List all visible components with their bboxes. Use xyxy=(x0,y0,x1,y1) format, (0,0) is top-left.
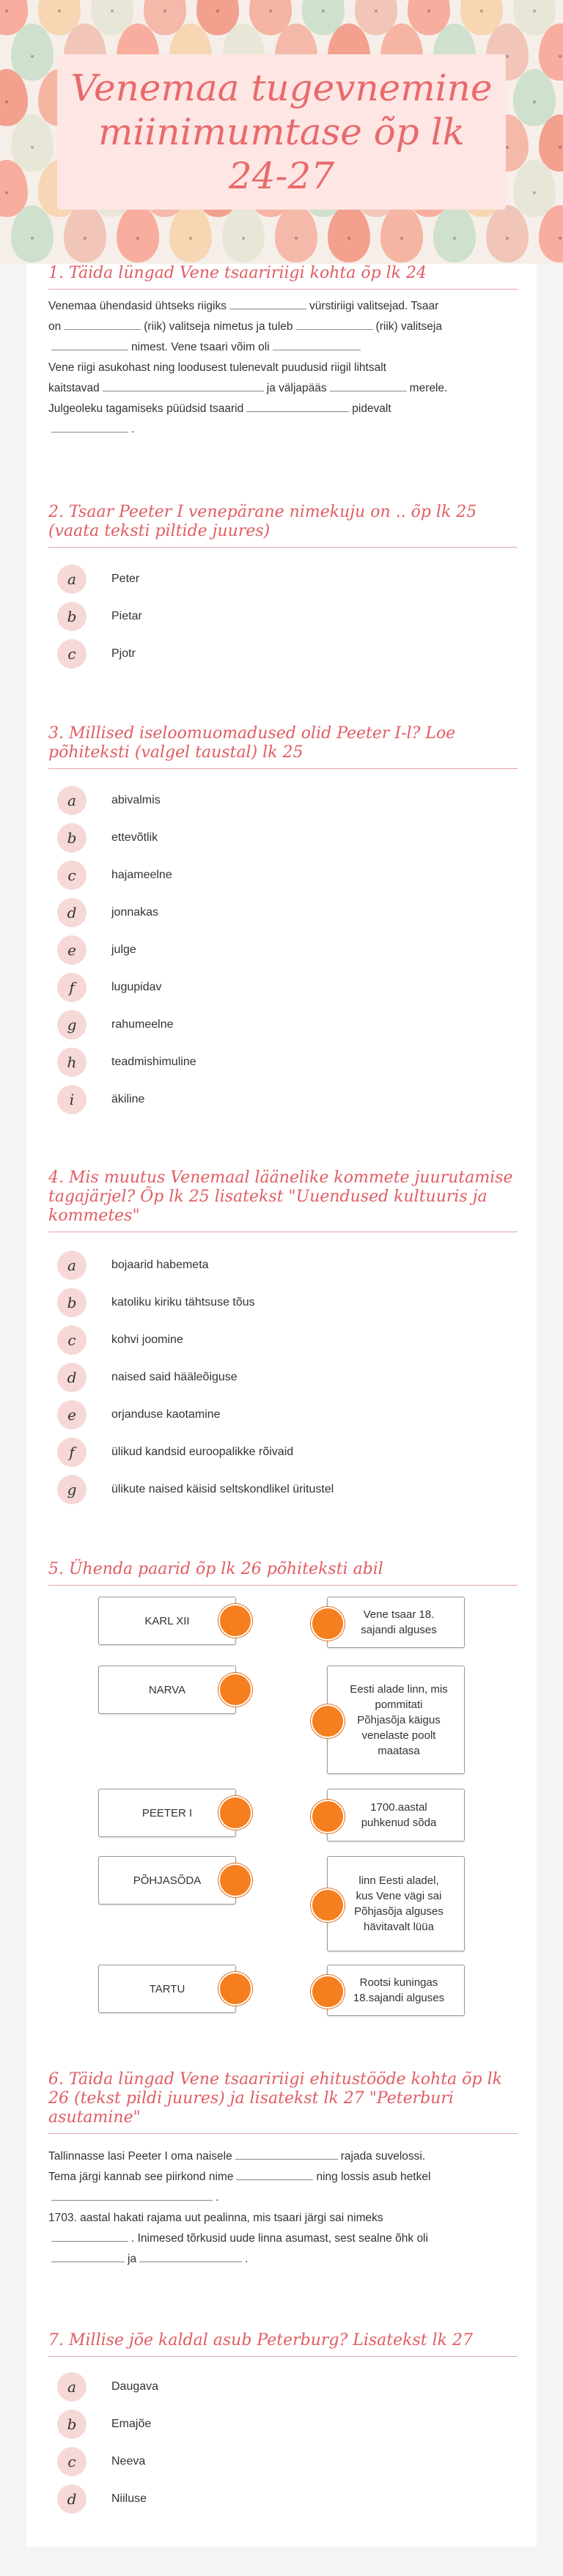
egg-decoration xyxy=(380,205,423,262)
match-right-item[interactable]: Vene tsaar 18. sajandi alguses xyxy=(327,1597,465,1648)
q6-text-part: rajada suvelossi. xyxy=(340,2150,426,2163)
q1-title: 1. Täida lüngad Vene tsaaririigi kohta õp lk 24 xyxy=(48,264,518,290)
option-letter: e xyxy=(57,935,87,965)
option-letter: c xyxy=(57,2447,87,2476)
option-letter: d xyxy=(57,898,87,927)
egg-decoration xyxy=(222,205,265,262)
option-e[interactable] xyxy=(57,931,497,968)
option-letter: b xyxy=(57,2410,87,2439)
q6-title: 6. Täida lüngad Vene tsaaririigi ehitustööde kohta õp lk 26 (tekst pildi juures) ja lisatekst lk 27 "Peterburi asutamine" xyxy=(48,2070,518,2134)
q6-blank-1[interactable] xyxy=(235,2149,338,2160)
option-letter: b xyxy=(57,1288,87,1317)
option-label: bojaarid habemeta xyxy=(111,1258,209,1271)
q1-text-part: ja väljapääs xyxy=(266,382,327,394)
q6-text xyxy=(48,2146,518,2270)
option-label: kohvi joomine xyxy=(111,1333,183,1346)
page-title: Venemaa tugevnemine miinimumtase õp lk 24-27 xyxy=(70,67,493,197)
q7-title: 7. Millise jõe kaldal asub Peterburg? Lisatekst lk 27 xyxy=(48,2331,518,2357)
q6-blank-3[interactable] xyxy=(51,2190,213,2201)
q1-text-part: Vene riigi asukohast ning loodusest tulenevalt puudusid riigil lihtsalt xyxy=(48,361,386,374)
option-i[interactable] xyxy=(57,1081,497,1118)
q1-blank-2[interactable] xyxy=(64,319,141,330)
option-a[interactable] xyxy=(57,2368,497,2405)
q3-options xyxy=(57,781,497,1118)
q6-text-part: Tallinnasse lasi Peeter I oma naisele xyxy=(48,2150,232,2163)
q1-text-part: . xyxy=(131,423,135,435)
q1-blank-4[interactable] xyxy=(51,339,128,350)
option-label: Peter xyxy=(111,572,140,585)
q6-blank-4[interactable] xyxy=(51,2231,128,2242)
option-h[interactable] xyxy=(57,1043,497,1081)
option-label: Daugava xyxy=(111,2380,159,2393)
option-label: ettevõtlik xyxy=(111,831,158,844)
option-letter: c xyxy=(57,639,87,669)
egg-decoration xyxy=(275,205,317,262)
q1-blank-6[interactable] xyxy=(103,380,264,391)
option-c[interactable] xyxy=(57,1321,497,1358)
option-label: ülikute naised käisid seltskondlikel üritustel xyxy=(111,1482,334,1495)
q1-text-part: nimest. Vene tsaari võim oli xyxy=(131,341,270,353)
q1-text-part: kaitstavad xyxy=(48,382,100,394)
q1-blank-8[interactable] xyxy=(246,401,349,412)
match-right-connector[interactable] xyxy=(311,1800,345,1833)
option-letter: f xyxy=(57,973,87,1002)
option-letter: g xyxy=(57,1010,87,1039)
option-letter: b xyxy=(57,602,87,631)
egg-decoration xyxy=(169,205,212,262)
match-left-connector[interactable] xyxy=(218,1863,252,1897)
option-a[interactable] xyxy=(57,781,497,819)
q1-blank-9[interactable] xyxy=(51,422,128,433)
match-left-item[interactable]: KARL XII xyxy=(98,1597,236,1645)
option-b[interactable] xyxy=(57,597,497,635)
option-g[interactable] xyxy=(57,1471,497,1508)
option-d[interactable] xyxy=(57,1358,497,1396)
q6-blank-6[interactable] xyxy=(139,2251,242,2262)
option-letter: e xyxy=(57,1400,87,1429)
option-label: orjanduse kaotamine xyxy=(111,1407,221,1421)
worksheet-page xyxy=(26,264,537,2547)
q6-text-part: . xyxy=(216,2191,219,2204)
match-right-connector[interactable] xyxy=(311,1975,345,2009)
q6-text-part: ning lossis asub hetkel xyxy=(316,2171,431,2183)
option-letter: b xyxy=(57,823,87,853)
match-left-item[interactable]: PEETER I xyxy=(98,1789,236,1837)
option-label: hajameelne xyxy=(111,868,172,881)
q6-blank-5[interactable] xyxy=(51,2251,125,2262)
option-label: jonnakas xyxy=(111,905,159,919)
option-letter: h xyxy=(57,1048,87,1077)
option-letter: d xyxy=(57,1363,87,1392)
match-left-item[interactable]: NARVA xyxy=(98,1666,236,1714)
q1-blank-3[interactable] xyxy=(296,319,373,330)
option-label: Pietar xyxy=(111,609,142,622)
match-left-connector[interactable] xyxy=(218,1796,252,1830)
q1-text-part: merele. xyxy=(409,382,448,394)
option-label: Pjotr xyxy=(111,647,136,660)
option-letter: a xyxy=(57,2372,87,2402)
option-label: lugupidav xyxy=(111,980,162,993)
q1-text-part: (riik) valitseja nimetus ja tuleb xyxy=(144,320,293,333)
q1-text-part: pidevalt xyxy=(352,402,391,415)
q7-options xyxy=(57,2368,497,2517)
option-label: naised said hääleõiguse xyxy=(111,1370,238,1383)
q6-text-part: . xyxy=(245,2253,249,2265)
egg-decoration xyxy=(328,205,370,262)
option-c[interactable] xyxy=(57,2443,497,2480)
option-label: teadmishimuline xyxy=(111,1055,196,1068)
option-label: Neeva xyxy=(111,2454,146,2468)
q1-text-part: vürstiriigi valitsejad. Tsaar xyxy=(309,300,439,312)
option-label: abivalmis xyxy=(111,793,161,806)
match-right-connector[interactable] xyxy=(311,1607,345,1641)
option-f[interactable] xyxy=(57,1433,497,1471)
match-right-item[interactable]: Rootsi kuningas 18.sajandi alguses xyxy=(327,1965,465,2016)
option-a[interactable] xyxy=(57,560,497,597)
q6-text-part: ja xyxy=(128,2253,137,2265)
option-label: rahumeelne xyxy=(111,1017,174,1031)
option-b[interactable] xyxy=(57,1284,497,1321)
egg-decoration xyxy=(486,205,529,262)
match-right-connector[interactable] xyxy=(311,1888,345,1922)
option-label: katoliku kiriku tähtsuse tõus xyxy=(111,1295,255,1309)
q6-blank-2[interactable] xyxy=(236,2169,313,2180)
q1-text-part: (riik) valitseja xyxy=(375,320,442,333)
egg-decoration xyxy=(11,205,54,262)
option-letter: a xyxy=(57,1251,87,1280)
option-f[interactable] xyxy=(57,968,497,1006)
q1-blank-5[interactable] xyxy=(273,339,361,350)
q1-blank-7[interactable] xyxy=(330,380,407,391)
q6-text-part: . Inimesed tõrkusid uude linna asumast, sest sealne õhk oli xyxy=(131,2232,428,2245)
option-letter: g xyxy=(57,1475,87,1504)
option-label: ülikud kandsid euroopalikke rõivaid xyxy=(111,1445,294,1458)
q5-title: 5. Ühenda paarid õp lk 26 põhiteksti abil xyxy=(48,1560,518,1586)
match-right-item[interactable]: 1700.aastal puhkenud sõda xyxy=(327,1789,465,1841)
q1-text-part: Venemaa ühendasid ühtseks riigiks xyxy=(48,300,227,312)
option-c[interactable] xyxy=(57,635,497,672)
egg-decoration xyxy=(64,205,106,262)
option-label: julge xyxy=(111,943,136,956)
option-label: Emajõe xyxy=(111,2417,152,2430)
egg-decoration xyxy=(117,205,159,262)
q6-text-part: Tema järgi kannab see piirkond nime xyxy=(48,2171,234,2183)
option-b[interactable] xyxy=(57,819,497,856)
option-label: äkiline xyxy=(111,1092,145,1105)
option-letter: a xyxy=(57,564,87,594)
option-b[interactable] xyxy=(57,2405,497,2443)
option-d[interactable] xyxy=(57,2480,497,2517)
q2-title: 2. Tsaar Peeter I venepärane nimekuju on .. õp lk 25 (vaata teksti piltide juures) xyxy=(48,503,518,548)
option-a[interactable] xyxy=(57,1246,497,1284)
q4-title: 4. Mis muutus Venemaal läänelike kommete juurutamise tagajärjel? Õp lk 25 lisatekst "Uuendused kultuuris ja kommetes" xyxy=(48,1169,518,1232)
option-letter: c xyxy=(57,1325,87,1355)
egg-decoration xyxy=(11,114,54,172)
q2-options xyxy=(57,560,497,672)
match-right-connector[interactable] xyxy=(311,1704,345,1738)
option-letter: c xyxy=(57,861,87,890)
title-card xyxy=(57,54,506,210)
match-left-connector[interactable] xyxy=(218,1972,252,2006)
match-right-item[interactable]: linn Eesti aladel, kus Vene vägi sai Põhjasõja alguses hävitavalt lüüa xyxy=(327,1856,465,1951)
match-left-item[interactable]: PÕHJASÕDA xyxy=(98,1856,236,1905)
match-left-connector[interactable] xyxy=(218,1673,252,1707)
option-c[interactable] xyxy=(57,856,497,894)
q1-text-part: on xyxy=(48,320,62,333)
q1-text-part: Julgeoleku tagamiseks püüdsid tsaarid xyxy=(48,402,244,415)
option-d[interactable] xyxy=(57,894,497,931)
option-letter: i xyxy=(57,1085,87,1114)
q3-title: 3. Millised iseloomuomadused olid Peeter I-l? Loe põhiteksti (valgel taustal) lk 25 xyxy=(48,724,518,769)
option-letter: a xyxy=(57,786,87,815)
option-label: Niiluse xyxy=(111,2492,147,2505)
q4-options xyxy=(57,1246,497,1508)
egg-decoration xyxy=(11,23,54,81)
option-g[interactable] xyxy=(57,1006,497,1043)
egg-decoration xyxy=(433,205,476,262)
match-left-item[interactable]: TARTU xyxy=(98,1965,236,2013)
option-letter: d xyxy=(57,2484,87,2514)
q6-text-part: 1703. aastal hakati rajama uut pealinna, mis tsaari järgi sai nimeks xyxy=(48,2212,383,2224)
q1-text xyxy=(48,296,518,440)
option-e[interactable] xyxy=(57,1396,497,1433)
match-left-connector[interactable] xyxy=(218,1604,252,1638)
option-letter: f xyxy=(57,1438,87,1467)
match-right-item[interactable]: Eesti alade linn, mis pommitati Põhjasõja käigus venelaste poolt maatasa xyxy=(327,1666,465,1774)
q1-blank-1[interactable] xyxy=(229,298,306,309)
